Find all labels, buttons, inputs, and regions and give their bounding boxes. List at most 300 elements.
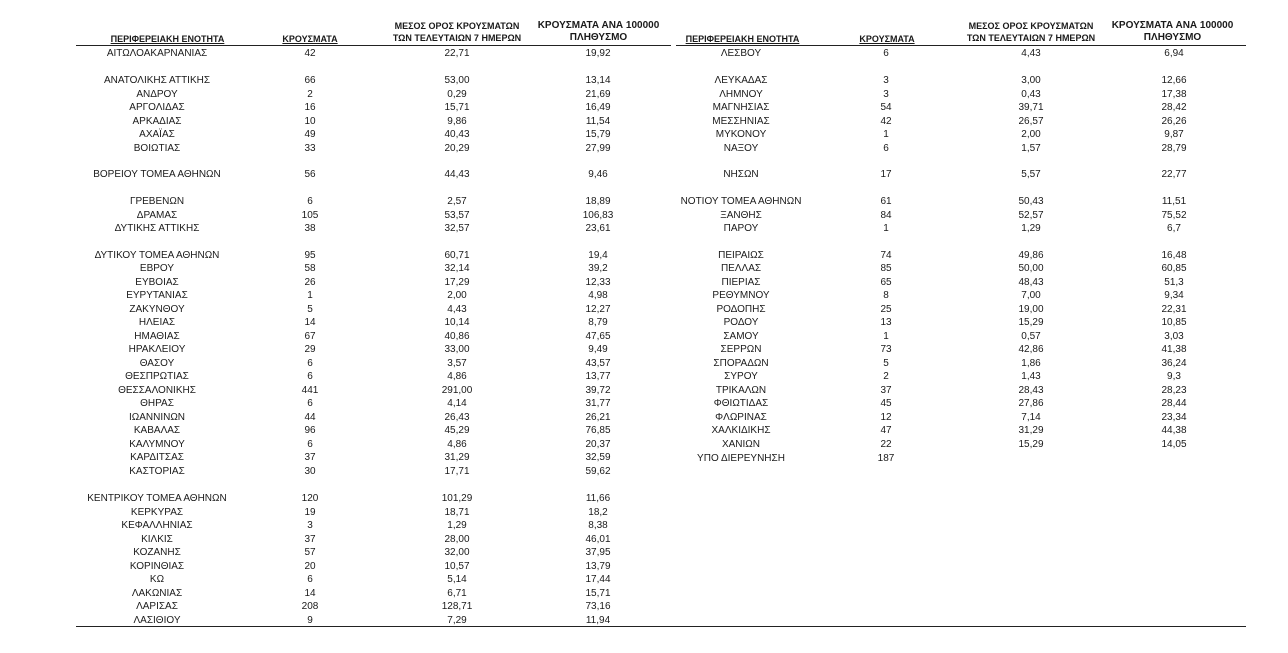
right-cell-cases: 84 <box>880 210 892 221</box>
right-cell-per100k: 28,23 <box>1161 385 1187 396</box>
left-cell-per100k: 8,38 <box>588 520 608 531</box>
left-cell-name: ΚΑΛΥΜΝΟΥ <box>129 439 185 450</box>
right-row <box>0 115 1288 128</box>
left-cell-cases: 441 <box>301 385 319 396</box>
right-row <box>0 438 1288 451</box>
left-cell-name: ΔΥΤΙΚΗΣ ΑΤΤΙΚΗΣ <box>114 223 200 234</box>
left-cell-avg: 0,29 <box>447 89 467 100</box>
left-cell-per100k: 18,2 <box>588 507 608 518</box>
right-cell-per100k: 6,7 <box>1167 223 1181 234</box>
right-cell-per100k: 36,24 <box>1161 358 1187 369</box>
right-row <box>0 370 1288 383</box>
right-cell-per100k: 9,3 <box>1167 371 1181 382</box>
right-row <box>0 276 1288 289</box>
left-cell-avg: 5,14 <box>447 574 467 585</box>
right-cell-avg: 1,29 <box>1021 223 1041 234</box>
right-cell-name: ΥΠΟ ΔΙΕΡΕΥΝΗΣΗ <box>697 453 785 464</box>
right-cell-name: ΝΑΞΟΥ <box>723 143 759 154</box>
left-cell-avg: 9,86 <box>447 116 467 127</box>
right-cell-per100k: 22,31 <box>1161 304 1187 315</box>
left-cell-cases: 29 <box>304 344 316 355</box>
left-cell-per100k: 32,59 <box>585 452 611 463</box>
left-cell-per100k: 19,92 <box>585 48 611 59</box>
left-cell-avg: 53,57 <box>444 210 470 221</box>
right-cell-name: ΦΘΙΩΤΙΔΑΣ <box>713 398 769 409</box>
right-cell-cases: 3 <box>883 89 889 100</box>
left-cell-per100k: 21,69 <box>585 89 611 100</box>
left-cell-name: ΘΗΡΑΣ <box>140 398 174 409</box>
left-cell-per100k: 39,72 <box>585 385 611 396</box>
right-cell-avg: 27,86 <box>1018 398 1044 409</box>
left-cell-per100k: 59,62 <box>585 466 611 477</box>
left-cell-cases: 3 <box>307 520 313 531</box>
right-cell-name: ΞΑΝΘΗΣ <box>720 210 762 221</box>
left-cell-per100k: 73,16 <box>585 601 611 612</box>
left-cell-avg: 40,86 <box>444 331 470 342</box>
left-cell-cases: 6 <box>307 358 313 369</box>
left-cell-avg: 2,57 <box>447 196 467 207</box>
right-cell-name: ΣΑΜΟΥ <box>723 331 759 342</box>
left-cell-name: ΓΡΕΒΕΝΩΝ <box>129 196 185 207</box>
left-cell-avg: 33,00 <box>444 344 470 355</box>
right-cell-name: ΧΑΝΙΩΝ <box>721 439 761 450</box>
right-row <box>0 303 1288 316</box>
left-cell-cases: 96 <box>304 425 316 436</box>
right-cell-per100k: 11,51 <box>1161 196 1187 207</box>
left-cell-per100k: 11,66 <box>585 493 611 504</box>
right-cell-cases: 6 <box>883 48 889 59</box>
left-cell-name: ΕΒΡΟΥ <box>139 263 175 274</box>
left-cell-per100k: 27,99 <box>585 143 611 154</box>
left-cell-avg: 4,86 <box>447 371 467 382</box>
right-row <box>0 128 1288 141</box>
right-cell-per100k: 41,38 <box>1161 344 1187 355</box>
left-cell-name: ΑΝΔΡΟΥ <box>136 89 178 100</box>
right-cell-per100k: 28,79 <box>1161 143 1187 154</box>
right-cell-cases: 5 <box>883 358 889 369</box>
left-cell-avg: 4,43 <box>447 304 467 315</box>
right-cell-per100k: 22,77 <box>1161 169 1187 180</box>
left-cell-cases: 42 <box>304 48 316 59</box>
right-cell-name: ΛΕΣΒΟΥ <box>720 48 762 59</box>
right-row <box>0 384 1288 397</box>
left-cell-name: ΚΑΒΑΛΑΣ <box>133 425 181 436</box>
right-cell-cases: 65 <box>880 277 892 288</box>
right-cell-cases: 12 <box>880 412 892 423</box>
right-cell-avg: 15,29 <box>1018 317 1044 328</box>
left-cell-cases: 38 <box>304 223 316 234</box>
left-cell-cases: 26 <box>304 277 316 288</box>
left-cell-avg: 6,71 <box>447 588 467 599</box>
left-cell-avg: 7,29 <box>447 615 467 626</box>
right-cell-avg: 50,00 <box>1018 263 1044 274</box>
left-cell-per100k: 16,49 <box>585 102 611 113</box>
left-cell-name: ΚΟΖΑΝΗΣ <box>133 547 181 558</box>
left-cell-cases: 20 <box>304 561 316 572</box>
left-row <box>0 492 1288 505</box>
left-cell-per100k: 23,61 <box>585 223 611 234</box>
left-row <box>0 519 1288 532</box>
right-cell-name: ΡΟΔΟΠΗΣ <box>716 304 766 315</box>
right-header-avg-line2: ΤΩΝ ΤΕΛΕΥΤΑΙΩΝ 7 ΗΜΕΡΩΝ <box>966 33 1096 43</box>
right-cell-per100k: 23,34 <box>1161 412 1187 423</box>
right-row <box>0 316 1288 329</box>
right-cell-avg: 48,43 <box>1018 277 1044 288</box>
left-cell-per100k: 12,27 <box>585 304 611 315</box>
right-cell-avg: 7,00 <box>1021 290 1041 301</box>
right-header-cases: ΚΡΟΥΣΜΑΤΑ <box>859 34 915 44</box>
left-cell-cases: 95 <box>304 250 316 261</box>
right-cell-per100k: 6,94 <box>1164 48 1184 59</box>
left-cell-name: ΚΑΣΤΟΡΙΑΣ <box>129 466 185 477</box>
right-cell-name: ΡΕΘΥΜΝΟΥ <box>712 290 770 301</box>
left-cell-avg: 17,71 <box>444 466 470 477</box>
left-cell-per100k: 11,54 <box>585 116 611 127</box>
left-cell-avg: 128,71 <box>441 601 473 612</box>
right-cell-name: ΛΕΥΚΑΔΑΣ <box>714 75 768 86</box>
left-cell-avg: 1,29 <box>447 520 467 531</box>
left-cell-name: ΔΥΤΙΚΟΥ ΤΟΜΕΑ ΑΘΗΝΩΝ <box>94 250 220 261</box>
left-cell-name: ΑΡΚΑΔΙΑΣ <box>132 116 182 127</box>
left-cell-per100k: 17,44 <box>585 574 611 585</box>
right-row <box>0 222 1288 235</box>
left-cell-per100k: 76,85 <box>585 425 611 436</box>
right-cell-per100k: 16,48 <box>1161 250 1187 261</box>
left-cell-avg: 44,43 <box>444 169 470 180</box>
right-cell-cases: 45 <box>880 398 892 409</box>
left-cell-name: ΗΡΑΚΛΕΙΟΥ <box>128 344 186 355</box>
left-cell-cases: 6 <box>307 398 313 409</box>
left-cell-avg: 101,29 <box>441 493 473 504</box>
right-cell-per100k: 10,85 <box>1161 317 1187 328</box>
right-cell-per100k: 51,3 <box>1164 277 1184 288</box>
left-cell-avg: 26,43 <box>444 412 470 423</box>
right-cell-per100k: 26,26 <box>1161 116 1187 127</box>
right-row <box>0 101 1288 114</box>
left-cell-cases: 19 <box>304 507 316 518</box>
right-row <box>0 452 1288 465</box>
right-cell-avg: 0,57 <box>1021 331 1041 342</box>
left-cell-avg: 45,29 <box>444 425 470 436</box>
right-cell-name: ΡΟΔΟΥ <box>723 317 759 328</box>
left-cell-avg: 4,86 <box>447 439 467 450</box>
right-cell-cases: 85 <box>880 263 892 274</box>
right-row <box>0 330 1288 343</box>
left-header-per100k-line2: ΠΛΗΘΥΣΜΟ <box>569 32 628 43</box>
right-cell-cases: 1 <box>883 129 889 140</box>
right-cell-cases: 37 <box>880 385 892 396</box>
right-cell-cases: 13 <box>880 317 892 328</box>
right-row <box>0 209 1288 222</box>
right-cell-avg: 3,00 <box>1021 75 1041 86</box>
left-cell-cases: 5 <box>307 304 313 315</box>
left-cell-cases: 6 <box>307 371 313 382</box>
right-cell-avg: 15,29 <box>1018 439 1044 450</box>
right-cell-per100k: 44,38 <box>1161 425 1187 436</box>
left-cell-per100k: 20,37 <box>585 439 611 450</box>
left-cell-name: ΑΙΤΩΛΟΑΚΑΡΝΑΝΙΑΣ <box>106 48 208 59</box>
right-row <box>0 47 1288 60</box>
left-header-rule <box>76 45 671 46</box>
right-cell-per100k: 28,44 <box>1161 398 1187 409</box>
right-cell-name: ΠΕΙΡΑΙΩΣ <box>718 250 764 261</box>
right-row <box>0 397 1288 410</box>
right-cell-name: ΜΥΚΟΝΟΥ <box>715 129 767 140</box>
right-cell-avg: 4,43 <box>1021 48 1041 59</box>
left-cell-cases: 14 <box>304 588 316 599</box>
right-cell-cases: 2 <box>883 371 889 382</box>
left-cell-avg: 4,14 <box>447 398 467 409</box>
left-cell-name: ΛΑΡΙΣΑΣ <box>136 601 178 612</box>
left-cell-avg: 28,00 <box>444 534 470 545</box>
right-cell-name: ΠΑΡΟΥ <box>723 223 759 234</box>
right-header-rule <box>676 45 1246 46</box>
left-cell-avg: 60,71 <box>444 250 470 261</box>
left-cell-name: ΚΟΡΙΝΘΙΑΣ <box>129 561 185 572</box>
right-row <box>0 343 1288 356</box>
right-cell-per100k: 12,66 <box>1161 75 1187 86</box>
right-cell-name: ΠΙΕΡΙΑΣ <box>721 277 761 288</box>
right-cell-name: ΧΑΛΚΙΔΙΚΗΣ <box>711 425 771 436</box>
left-cell-name: ΒΟΙΩΤΙΑΣ <box>133 143 181 154</box>
left-cell-cases: 67 <box>304 331 316 342</box>
left-cell-name: ΚΙΛΚΙΣ <box>141 534 173 545</box>
left-cell-avg: 32,14 <box>444 263 470 274</box>
bottom-rule <box>76 626 1246 627</box>
left-cell-name: ΚΕΡΚΥΡΑΣ <box>130 507 184 518</box>
right-cell-cases: 187 <box>877 453 895 464</box>
right-cell-cases: 1 <box>883 223 889 234</box>
left-cell-per100k: 106,83 <box>582 210 614 221</box>
left-cell-name: ΚΩ <box>149 574 165 585</box>
right-cell-avg: 49,86 <box>1018 250 1044 261</box>
left-cell-avg: 22,71 <box>444 48 470 59</box>
right-row <box>0 262 1288 275</box>
left-cell-cases: 2 <box>307 89 313 100</box>
right-cell-per100k: 9,34 <box>1164 290 1184 301</box>
right-cell-avg: 50,43 <box>1018 196 1044 207</box>
left-cell-cases: 49 <box>304 129 316 140</box>
right-cell-cases: 54 <box>880 102 892 113</box>
right-cell-avg: 1,86 <box>1021 358 1041 369</box>
right-cell-per100k: 9,87 <box>1164 129 1184 140</box>
left-cell-per100k: 8,79 <box>588 317 608 328</box>
left-cell-cases: 10 <box>304 116 316 127</box>
left-cell-per100k: 9,49 <box>588 344 608 355</box>
right-row <box>0 424 1288 437</box>
left-row <box>0 465 1288 478</box>
right-cell-name: ΤΡΙΚΑΛΩΝ <box>715 385 767 396</box>
left-cell-per100k: 19,4 <box>588 250 608 261</box>
right-cell-avg: 7,14 <box>1021 412 1041 423</box>
right-cell-name: ΣΥΡΟΥ <box>724 371 758 382</box>
right-cell-name: ΣΕΡΡΩΝ <box>720 344 762 355</box>
right-cell-name: ΝΟΤΙΟΥ ΤΟΜΕΑ ΑΘΗΝΩΝ <box>680 196 802 207</box>
left-cell-name: ΚΕΝΤΡΙΚΟΥ ΤΟΜΕΑ ΑΘΗΝΩΝ <box>87 493 227 504</box>
left-cell-per100k: 26,21 <box>585 412 611 423</box>
left-cell-cases: 105 <box>301 210 319 221</box>
left-cell-name: ΑΝΑΤΟΛΙΚΗΣ ΑΤΤΙΚΗΣ <box>103 75 211 86</box>
right-row <box>0 195 1288 208</box>
left-cell-cases: 120 <box>301 493 319 504</box>
left-cell-name: ΑΧΑΪΑΣ <box>139 129 175 140</box>
right-cell-cases: 73 <box>880 344 892 355</box>
left-cell-avg: 53,00 <box>444 75 470 86</box>
right-cell-name: ΣΠΟΡΑΔΩΝ <box>713 358 769 369</box>
left-cell-avg: 10,14 <box>444 317 470 328</box>
left-cell-cases: 14 <box>304 317 316 328</box>
left-cell-per100k: 4,98 <box>588 290 608 301</box>
left-row <box>0 546 1288 559</box>
right-cell-per100k: 75,52 <box>1161 210 1187 221</box>
right-cell-cases: 25 <box>880 304 892 315</box>
left-cell-per100k: 31,77 <box>585 398 611 409</box>
right-cell-cases: 6 <box>883 143 889 154</box>
left-cell-name: ΙΩΑΝΝΙΝΩΝ <box>128 412 186 423</box>
right-cell-name: ΠΕΛΛΑΣ <box>720 263 762 274</box>
right-cell-name: ΝΗΣΩΝ <box>723 169 759 180</box>
left-row <box>0 533 1288 546</box>
right-cell-avg: 31,29 <box>1018 425 1044 436</box>
right-row <box>0 168 1288 181</box>
right-cell-name: ΜΑΓΝΗΣΙΑΣ <box>712 102 770 113</box>
left-cell-cases: 66 <box>304 75 316 86</box>
left-cell-cases: 37 <box>304 452 316 463</box>
right-cell-avg: 2,00 <box>1021 129 1041 140</box>
left-cell-name: ΗΜΑΘΙΑΣ <box>134 331 180 342</box>
left-cell-name: ΗΛΕΙΑΣ <box>138 317 176 328</box>
left-row <box>0 587 1288 600</box>
left-cell-per100k: 12,33 <box>585 277 611 288</box>
right-cell-avg: 0,43 <box>1021 89 1041 100</box>
left-row <box>0 506 1288 519</box>
left-cell-avg: 40,43 <box>444 129 470 140</box>
right-header-avg-line1: ΜΕΣΟΣ ΟΡΟΣ ΚΡΟΥΣΜΑΤΩΝ <box>968 21 1094 31</box>
right-row <box>0 88 1288 101</box>
left-cell-name: ΚΑΡΔΙΤΣΑΣ <box>130 452 184 463</box>
left-header-region: ΠΕΡΙΦΕΡΕΙΑΚΗ ΕΝΟΤΗΤΑ <box>110 34 225 44</box>
left-cell-per100k: 37,95 <box>585 547 611 558</box>
right-cell-avg: 28,43 <box>1018 385 1044 396</box>
left-cell-name: ΚΕΦΑΛΛΗΝΙΑΣ <box>121 520 193 531</box>
left-cell-cases: 44 <box>304 412 316 423</box>
left-cell-name: ΔΡΑΜΑΣ <box>136 210 178 221</box>
right-row <box>0 357 1288 370</box>
right-cell-cases: 1 <box>883 331 889 342</box>
right-cell-avg: 19,00 <box>1018 304 1044 315</box>
right-cell-name: ΛΗΜΝΟΥ <box>719 89 763 100</box>
left-cell-avg: 20,29 <box>444 143 470 154</box>
left-cell-cases: 57 <box>304 547 316 558</box>
right-row <box>0 411 1288 424</box>
left-cell-per100k: 13,79 <box>585 561 611 572</box>
right-cell-avg: 1,43 <box>1021 371 1041 382</box>
left-cell-per100k: 47,65 <box>585 331 611 342</box>
left-cell-per100k: 9,46 <box>588 169 608 180</box>
right-cell-cases: 42 <box>880 116 892 127</box>
left-cell-per100k: 13,77 <box>585 371 611 382</box>
right-header-region: ΠΕΡΙΦΕΡΕΙΑΚΗ ΕΝΟΤΗΤΑ <box>685 34 800 44</box>
right-cell-per100k: 14,05 <box>1161 439 1187 450</box>
left-row <box>0 573 1288 586</box>
left-cell-cases: 56 <box>304 169 316 180</box>
left-cell-avg: 18,71 <box>444 507 470 518</box>
left-cell-cases: 1 <box>307 290 313 301</box>
left-cell-name: ΑΡΓΟΛΙΔΑΣ <box>129 102 185 113</box>
left-cell-name: ΕΥΡΥΤΑΝΙΑΣ <box>126 290 188 301</box>
right-cell-per100k: 28,42 <box>1161 102 1187 113</box>
right-row <box>0 249 1288 262</box>
left-cell-per100k: 43,57 <box>585 358 611 369</box>
right-row <box>0 142 1288 155</box>
left-cell-cases: 6 <box>307 196 313 207</box>
left-cell-cases: 37 <box>304 534 316 545</box>
left-cell-per100k: 15,71 <box>585 588 611 599</box>
left-cell-name: ΖΑΚΥΝΘΟΥ <box>129 304 185 315</box>
left-cell-name: ΛΑΣΙΘΙΟΥ <box>133 615 181 626</box>
right-header-per100k-line2: ΠΛΗΘΥΣΜΟ <box>1143 32 1202 43</box>
right-cell-avg: 5,57 <box>1021 169 1041 180</box>
left-cell-name: ΘΕΣΠΡΩΤΙΑΣ <box>125 371 189 382</box>
left-row <box>0 560 1288 573</box>
left-cell-avg: 15,71 <box>444 102 470 113</box>
left-cell-avg: 2,00 <box>447 290 467 301</box>
right-cell-cases: 74 <box>880 250 892 261</box>
right-cell-avg: 26,57 <box>1018 116 1044 127</box>
left-cell-per100k: 11,94 <box>585 615 611 626</box>
left-cell-avg: 17,29 <box>444 277 470 288</box>
right-cell-per100k: 60,85 <box>1161 263 1187 274</box>
right-cell-name: ΜΕΣΣΗΝΙΑΣ <box>712 116 770 127</box>
right-cell-name: ΦΛΩΡΙΝΑΣ <box>715 412 767 423</box>
left-cell-per100k: 13,14 <box>585 75 611 86</box>
left-cell-cases: 6 <box>307 439 313 450</box>
right-cell-cases: 8 <box>883 290 889 301</box>
right-cell-avg: 39,71 <box>1018 102 1044 113</box>
left-cell-avg: 3,57 <box>447 358 467 369</box>
left-cell-cases: 58 <box>304 263 316 274</box>
right-cell-cases: 22 <box>880 439 892 450</box>
left-cell-per100k: 15,79 <box>585 129 611 140</box>
left-cell-per100k: 46,01 <box>585 534 611 545</box>
left-cell-avg: 32,57 <box>444 223 470 234</box>
left-cell-cases: 16 <box>304 102 316 113</box>
left-cell-avg: 291,00 <box>441 385 473 396</box>
right-row <box>0 74 1288 87</box>
right-cell-cases: 61 <box>880 196 892 207</box>
left-row <box>0 600 1288 613</box>
left-header-avg-line1: ΜΕΣΟΣ ΟΡΟΣ ΚΡΟΥΣΜΑΤΩΝ <box>394 21 520 31</box>
left-cell-cases: 33 <box>304 143 316 154</box>
left-cell-per100k: 39,2 <box>588 263 608 274</box>
left-cell-avg: 10,57 <box>444 561 470 572</box>
left-cell-cases: 30 <box>304 466 316 477</box>
left-cell-cases: 208 <box>301 601 319 612</box>
left-cell-name: ΘΑΣΟΥ <box>139 358 175 369</box>
left-cell-name: ΒΟΡΕΙΟΥ ΤΟΜΕΑ ΑΘΗΝΩΝ <box>93 169 221 180</box>
right-cell-avg: 1,57 <box>1021 143 1041 154</box>
right-cell-avg: 52,57 <box>1018 210 1044 221</box>
left-header-cases: ΚΡΟΥΣΜΑΤΑ <box>282 34 338 44</box>
right-cell-cases: 3 <box>883 75 889 86</box>
left-cell-avg: 32,00 <box>444 547 470 558</box>
right-cell-per100k: 3,03 <box>1164 331 1184 342</box>
right-cell-cases: 47 <box>880 425 892 436</box>
left-cell-cases: 6 <box>307 574 313 585</box>
left-cell-name: ΕΥΒΟΙΑΣ <box>135 277 179 288</box>
left-header-avg-line2: ΤΩΝ ΤΕΛΕΥΤΑΙΩΝ 7 ΗΜΕΡΩΝ <box>392 33 522 43</box>
right-row <box>0 289 1288 302</box>
